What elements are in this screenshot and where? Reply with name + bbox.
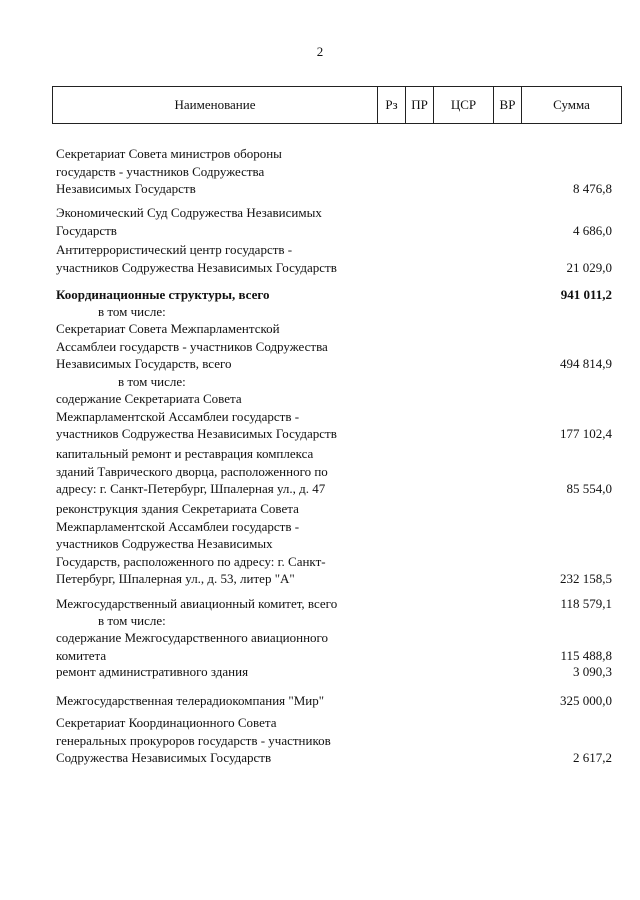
row-amount: 115 488,8 [560,647,612,663]
table-header [52,86,622,124]
table-row [56,663,612,681]
row-name: в том числе: [98,304,166,319]
table-row [56,390,612,443]
table-row [56,320,612,373]
row-amount: 941 011,2 [560,287,612,302]
row-name: Межгосударственная телерадиокомпания "Мир" [56,693,325,708]
row-amount: 2 617,2 [573,750,612,765]
header-name: Наименование [174,97,256,112]
row-amount: 494 814,9 [560,356,612,371]
row-name: реконструкция здания Секретариата Совета Межпарламентской Ассамблеи государств - участников Содружества Независимых Государств, расположенного по адресу: г. Санкт- Петербург, Шпалерная ул., д. 53, литер "А" [56,501,326,586]
row-amount: 21 029,0 [566,259,612,275]
table-row [56,692,612,710]
table-row [56,303,612,321]
page-number: 2 [316,44,324,59]
row-name: содержание Межгосударственного авиационного комитета [56,630,329,663]
table-row-total [56,286,612,304]
row-amount: 8 476,8 [573,181,612,196]
row-amount: 4 686,0 [573,222,612,238]
row-amount: 118 579,1 [560,596,612,611]
row-name: Антитеррористический центр государств - участников Содружества Независимых Государств [56,242,337,275]
table-row [56,595,612,613]
row-name: капитальный ремонт и реставрация комплекса зданий Таврического дворца, расположенного по адресу: г. Санкт-Петербург, Шпалерная ул., д. 47 [56,446,328,496]
row-name: в том числе: [98,613,166,628]
table-row [56,500,612,588]
row-name: Секретариат Совета министров обороны государств - участников Содружества Независимых Государств [56,146,282,196]
row-name: содержание Секретариата Совета Межпарламентской Ассамблеи государств - участников Содружества Независимых Государств [56,391,337,441]
table-row [56,373,612,391]
table-row [56,612,612,630]
row-name: Секретариат Совета Межпарламентской Ассамблеи государств - участников Содружества Независимых Государств, всего [56,321,328,371]
header-csr: ЦСР [433,87,493,123]
row-name: в том числе: [118,374,186,389]
table-row [56,629,612,664]
row-name: Координационные структуры, всего [56,287,270,302]
table-row [56,445,612,498]
row-name: Секретариат Координационного Совета генеральных прокуроров государств - участников Содружества Независимых Государств [56,715,331,765]
header-vr: ВР [493,87,521,123]
row-amount: 232 158,5 [560,571,612,586]
table-row [56,241,612,276]
row-amount: 177 102,4 [560,426,612,441]
row-amount: 3 090,3 [573,664,612,679]
row-name: Межгосударственный авиационный комитет, всего [56,596,338,611]
table-row [56,204,612,239]
row-amount: 85 554,0 [566,481,612,496]
table-row [56,145,612,198]
row-name: ремонт административного здания [56,664,249,679]
header-sum: Сумма [521,87,621,123]
row-name: Экономический Суд Содружества Независимых Государств [56,205,322,238]
row-amount: 325 000,0 [560,693,612,708]
table-row [56,714,612,767]
header-pr: ПР [405,87,433,123]
header-rz: Рз [377,87,405,123]
